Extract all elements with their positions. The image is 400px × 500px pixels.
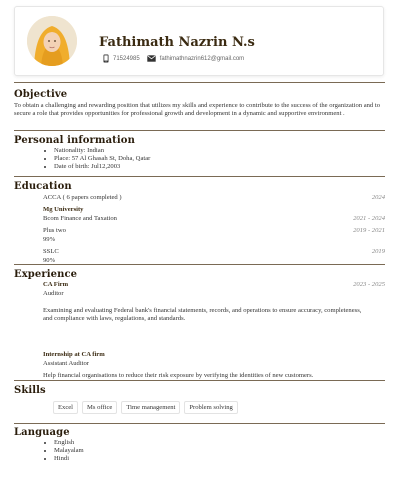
candidate-name: Fathimath Nazrin N.s xyxy=(99,35,255,50)
skill-chip: Problem solving xyxy=(184,401,237,414)
education-detail: Bcom Finance and Taxation xyxy=(43,215,117,222)
experience-role: Auditor xyxy=(43,290,64,297)
experience-entry xyxy=(14,281,385,323)
experience-description: Examining and evaluating Federal bank's financial statements, records, and operations to ensure accuracy, completeness, and compliance with laws, regulations, and standards. xyxy=(43,307,362,322)
avatar xyxy=(27,16,77,66)
list-item: • English xyxy=(54,439,385,447)
education-entry xyxy=(14,206,385,215)
education-date: 2019 xyxy=(371,248,385,255)
education-detail: 99% xyxy=(43,236,56,243)
education-entry xyxy=(14,194,385,203)
personal-list xyxy=(14,147,385,171)
education-entry-detail xyxy=(14,215,385,224)
section-title-skills: Skills xyxy=(14,385,46,396)
list-item: • Date of birth: Jul12,2003 xyxy=(54,163,385,171)
objective-section xyxy=(14,89,385,118)
list-item: • Malayalam xyxy=(54,447,385,455)
list-item: • Nationality: Indian xyxy=(54,147,385,155)
skill-chip: Ms office xyxy=(82,401,117,414)
section-title-experience: Experience xyxy=(14,269,78,280)
experience-role-row xyxy=(14,360,385,369)
section-divider xyxy=(14,130,385,131)
language-section xyxy=(14,427,385,463)
skills-list xyxy=(14,401,385,414)
education-date: 2024 xyxy=(371,194,385,201)
education-name: SSLC xyxy=(43,248,59,255)
experience-description: Help financial organisations to reduce their risk exposure by verifying the identities of new customers. xyxy=(43,371,314,379)
education-entry xyxy=(14,248,385,257)
section-title-personal: Personal information xyxy=(14,135,135,146)
experience-company: Internship at CA firm xyxy=(43,350,105,358)
avatar-photo xyxy=(27,16,77,66)
section-title-education: Education xyxy=(14,181,72,192)
skills-section xyxy=(14,385,385,414)
contact-row xyxy=(103,54,244,63)
education-date: 2019 - 2021 xyxy=(353,227,385,234)
experience-date: 2023 - 2025 xyxy=(353,281,385,288)
education-section xyxy=(14,181,385,266)
education-name: ACCA ( 6 papers completed ) xyxy=(43,194,122,201)
education-name: Plus two xyxy=(43,227,66,234)
education-name: Mg University xyxy=(43,206,84,213)
experience-header xyxy=(14,281,385,290)
education-date: 2021 - 2024 xyxy=(353,215,385,222)
education-entry-detail xyxy=(14,236,385,245)
education-detail: 90% xyxy=(43,257,56,264)
skill-chip: Time management xyxy=(121,401,180,414)
education-entry xyxy=(14,227,385,236)
phone-number[interactable]: 71524985 xyxy=(113,55,140,62)
section-divider xyxy=(14,380,385,381)
education-list xyxy=(14,194,385,266)
personal-section xyxy=(14,135,385,171)
experience-entry xyxy=(14,351,385,380)
list-item: • Hindi xyxy=(54,455,385,463)
email-link[interactable]: fathimathnazrin612@gmail.com xyxy=(159,55,245,62)
experience-header xyxy=(14,351,385,360)
section-title-language: Language xyxy=(14,427,70,438)
phone-icon xyxy=(103,54,109,63)
objective-text: To obtain a challenging and rewarding position that utilizes my skills and experience to contribute to the success of the organization and to secure a role that provides opportunities for professional growth and development in a dynamic and supportive environment . xyxy=(14,102,381,117)
section-divider xyxy=(14,264,385,265)
experience-role-row xyxy=(14,290,385,299)
experience-role: Assistant Auditor xyxy=(43,359,89,367)
section-divider xyxy=(14,176,385,177)
skill-chip: Excel xyxy=(53,401,78,414)
header-card xyxy=(14,6,384,76)
language-list xyxy=(14,439,385,463)
experience-section xyxy=(14,269,385,380)
section-divider xyxy=(14,82,385,83)
experience-company: CA Firm xyxy=(43,281,69,288)
mail-icon xyxy=(147,55,156,62)
section-title-objective: Objective xyxy=(14,89,68,100)
section-divider xyxy=(14,423,385,424)
list-item: • Place: 57 Al Ghasah St, Doha, Qatar xyxy=(54,155,385,163)
